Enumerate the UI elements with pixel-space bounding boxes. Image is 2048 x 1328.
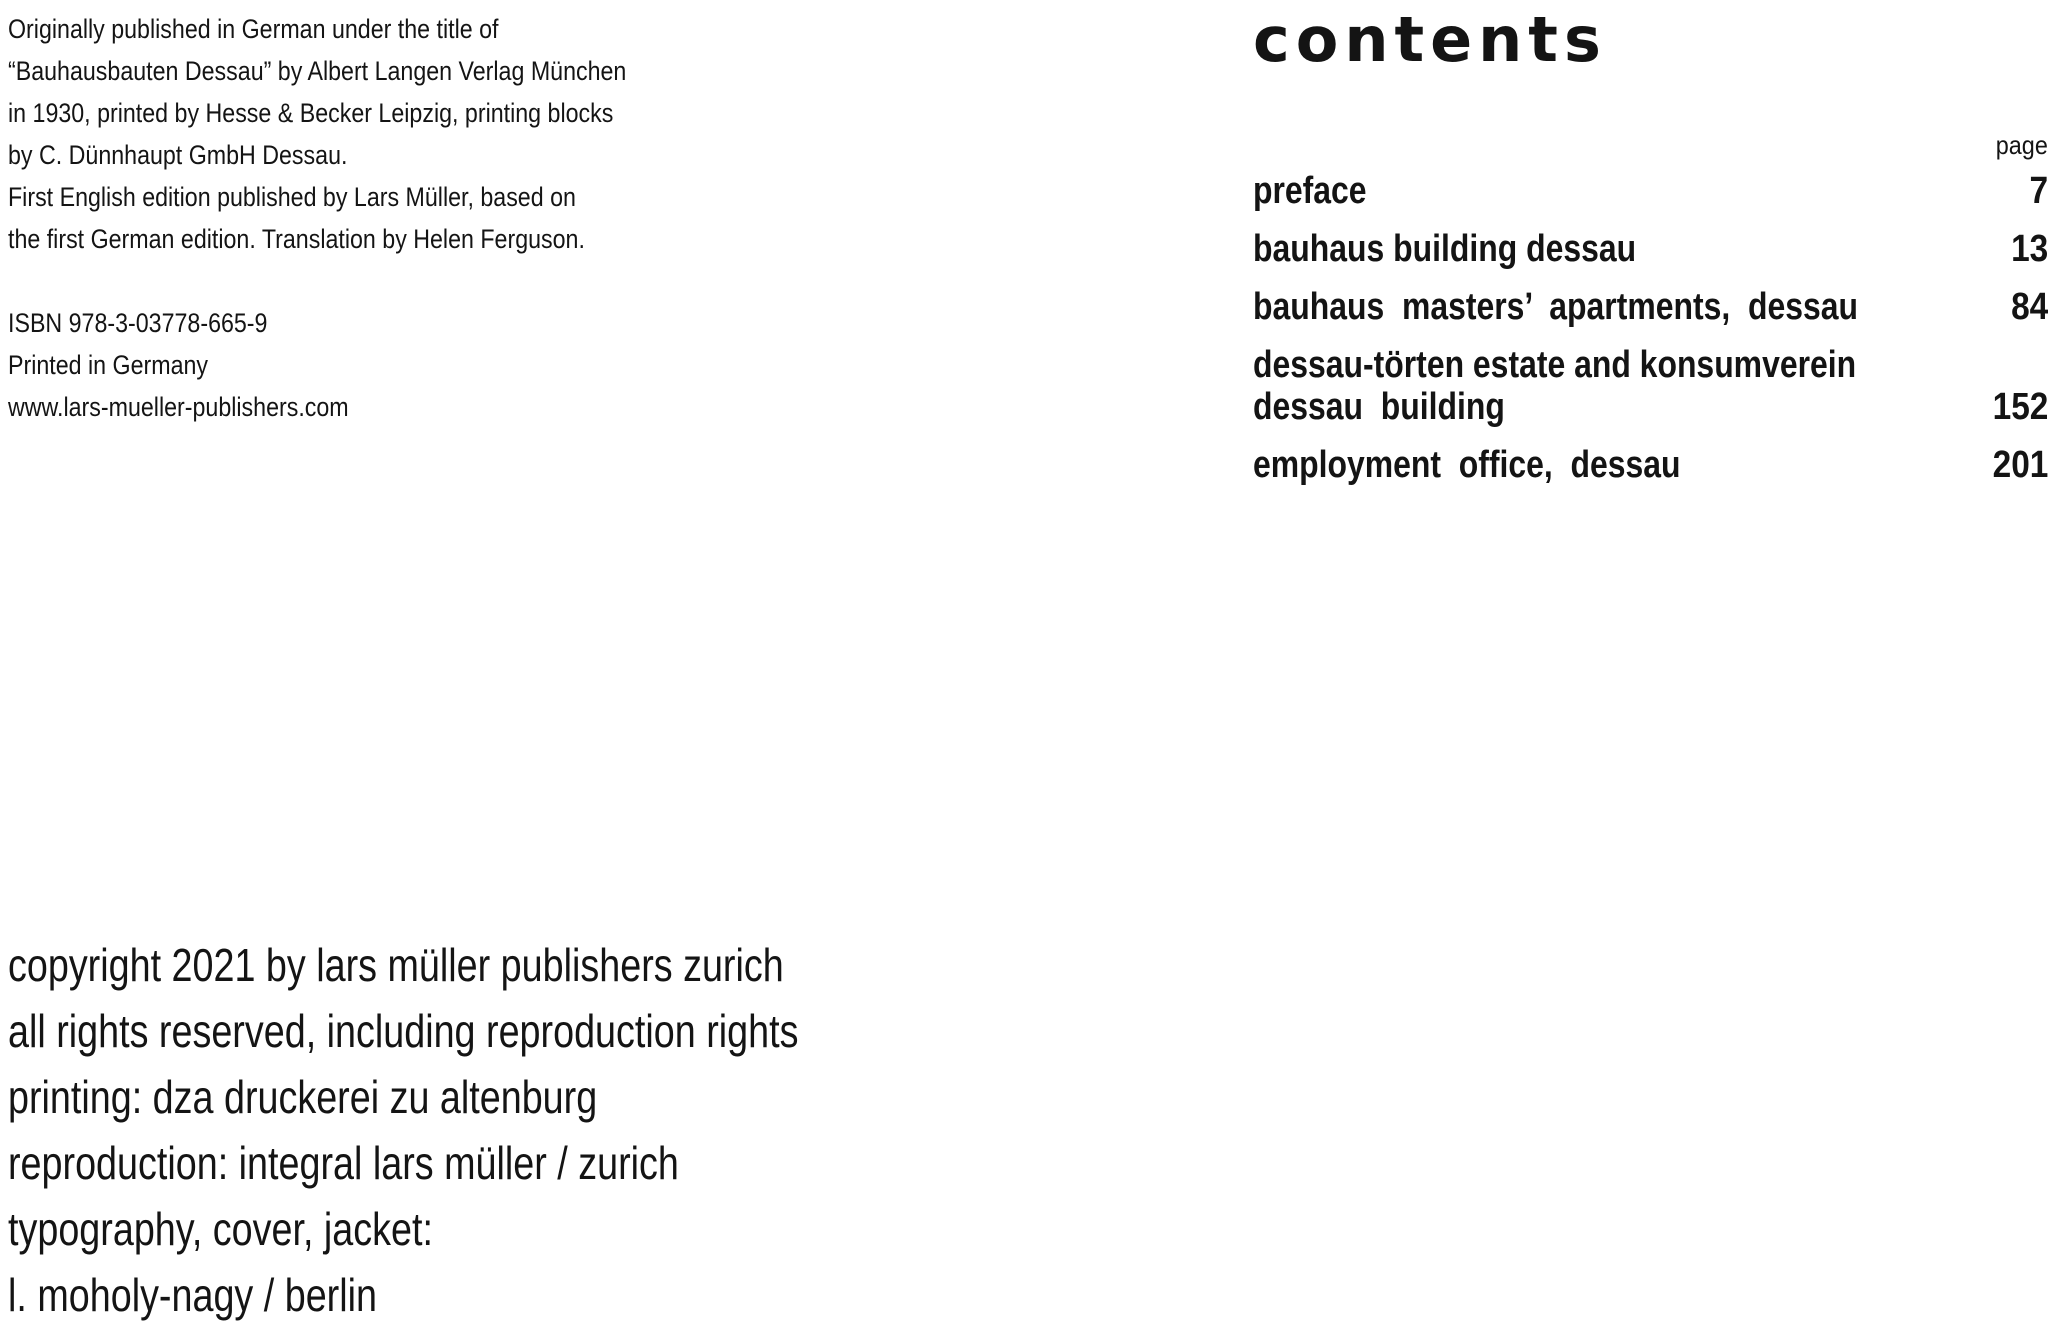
toc-entry [1253, 286, 2048, 328]
toc-entry-title: bauhaus masters’ apartments, dessau [1253, 286, 1858, 328]
toc-entry [1253, 344, 2048, 428]
toc-entry-title: preface [1253, 170, 1367, 212]
contents-heading: contents [1253, 3, 1607, 76]
toc-entry-title: bauhaus building dessau [1253, 228, 1637, 270]
toc-entry-title-block [1253, 344, 1856, 428]
copyright-line: typography, cover, jacket: [8, 1203, 433, 1255]
printed-in: Printed in Germany [8, 350, 209, 380]
toc-entry-title: employment office, dessau [1253, 444, 1681, 486]
copyright-line: printing: dza druckerei zu altenburg [8, 1071, 598, 1123]
copyright-line: all rights reserved, including reproduction rights [8, 1005, 799, 1057]
imprint-line: First English edition published by Lars Müller, based on [8, 182, 576, 212]
copyright-line: copyright 2021 by lars müller publishers zurich [8, 939, 784, 991]
toc-entry [1253, 228, 2048, 270]
toc-entry-title-line2: dessau building [1253, 386, 1505, 428]
table-of-contents [1253, 170, 2048, 502]
isbn: ISBN 978-3-03778-665-9 [8, 308, 268, 338]
toc-entry-title: dessau-törten estate and konsumverein [1253, 344, 1857, 386]
publisher-website: www.lars-mueller-publishers.com [8, 392, 349, 422]
toc-entry-page: 13 [2010, 228, 2048, 270]
imprint-line: “Bauhausbauten Dessau” by Albert Langen Verlag München [8, 56, 627, 86]
toc-entry-page: 7 [2029, 170, 2048, 212]
imprint-spacer [8, 260, 610, 302]
toc-entry-page: 152 [1992, 386, 2048, 428]
toc-entry [1253, 444, 2048, 486]
toc-entry [1253, 170, 2048, 212]
imprint-line: in 1930, printed by Hesse & Becker Leipzig, printing blocks [8, 98, 614, 128]
copyright-block [8, 932, 799, 1328]
copyright-line: reproduction: integral lars müller / zurich [8, 1137, 679, 1189]
page-column-header: page [1995, 130, 2048, 160]
toc-entry-page: 84 [2010, 286, 2048, 328]
imprint-line: Originally published in German under the title of [8, 14, 499, 44]
imprint-line: the first German edition. Translation by Helen Ferguson. [8, 224, 585, 254]
imprint-block [8, 8, 627, 428]
imprint-line: by C. Dünnhaupt GmbH Dessau. [8, 140, 348, 170]
copyright-line: l. moholy-nagy / berlin [8, 1269, 377, 1321]
toc-entry-page: 201 [1992, 444, 2048, 486]
